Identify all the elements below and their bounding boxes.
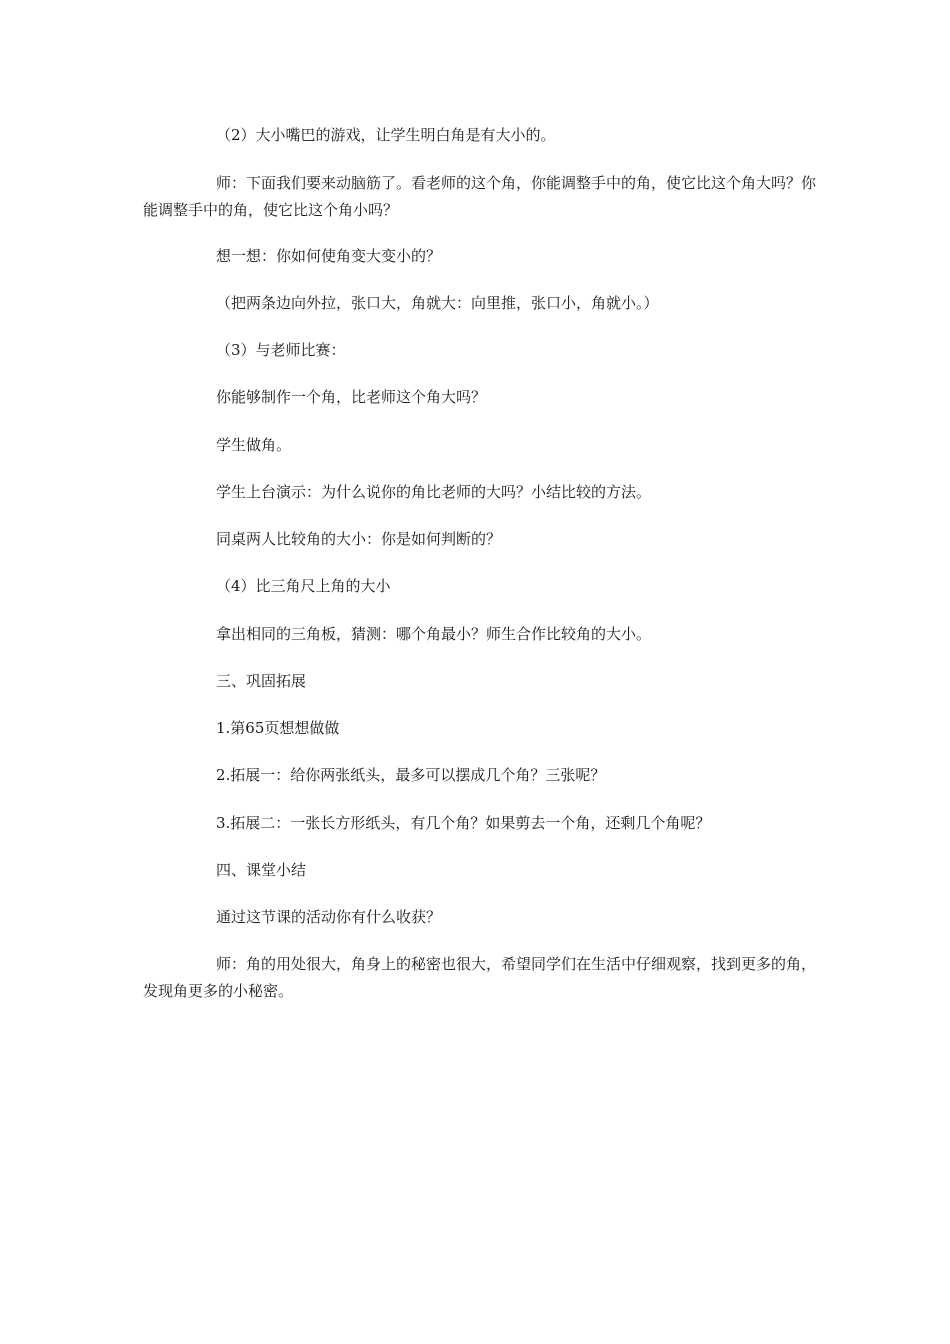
paragraph-compete-with-teacher: （3）与老师比赛： xyxy=(216,341,346,359)
paragraph-extension-two: 3.拓展二：一张长方形纸头，有几个角？如果剪去一个角，还剩几个角呢？ xyxy=(216,814,711,832)
paragraph-deskmate-compare: 同桌两人比较角的大小：你是如何判断的？ xyxy=(216,530,502,548)
paragraph-think: 想一想：你如何使角变大变小的？ xyxy=(216,247,442,265)
paragraph-answer-explanation: （把两条边向外拉，张口大，角就大：向里推，张口小，角就小。） xyxy=(216,294,659,312)
section-heading-consolidate: 三、巩固拓展 xyxy=(216,672,307,690)
paragraph-exercise-page65: 1.第65页想想做做 xyxy=(216,719,340,737)
paragraph-students-make-angle: 学生做角。 xyxy=(216,436,292,454)
paragraph-teacher-adjust-angle: 师：下面我们要来动脑筋了。看老师的这个角，你能调整手中的角，使它比这个角大吗？你能调整手中的角，使它比这个角小吗？ xyxy=(143,174,817,219)
paragraph-make-angle-question: 你能够制作一个角，比老师这个角大吗？ xyxy=(216,388,487,406)
paragraph-triangle-guess: 拿出相同的三角板，猜测：哪个角最小？师生合作比较角的大小。 xyxy=(216,625,652,643)
paragraph-triangle-ruler: （4）比三角尺上角的大小 xyxy=(216,577,391,595)
paragraph-extension-one: 2.拓展一：给你两张纸头，最多可以摆成几个角？三张呢？ xyxy=(216,766,606,784)
paragraph-game-intro: （2）大小嘴巴的游戏，让学生明白角是有大小的。 xyxy=(216,126,556,144)
section-heading-summary: 四、课堂小结 xyxy=(216,861,307,879)
paragraph-teacher-closing: 师：角的用处很大，角身上的秘密也很大，希望同学们在生活中仔细观察，找到更多的角，发现角更多的小秘密。 xyxy=(143,955,817,1000)
paragraph-summary-question: 通过这节课的活动你有什么收获？ xyxy=(216,908,442,926)
paragraph-student-demo: 学生上台演示：为什么说你的角比老师的大吗？小结比较的方法。 xyxy=(216,483,652,501)
